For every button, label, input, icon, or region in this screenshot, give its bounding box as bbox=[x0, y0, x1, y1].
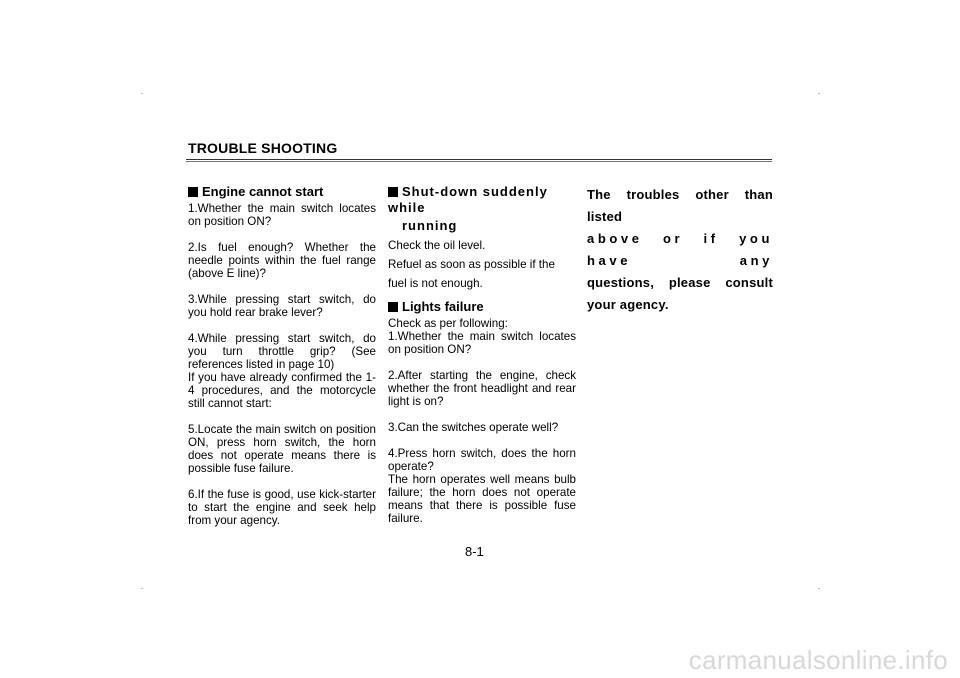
heading-text: Lights failure bbox=[402, 299, 484, 314]
paragraph: Check the oil level. bbox=[388, 239, 486, 252]
note-line: above or if you have any bbox=[587, 231, 773, 268]
paragraph: Check as per following: bbox=[388, 317, 508, 330]
section-heading bbox=[388, 299, 576, 315]
shutdown-advice bbox=[388, 236, 576, 293]
list-item: 2.After starting the engine, check whether the front headlight and rear light is on? bbox=[388, 369, 576, 408]
square-bullet-icon bbox=[188, 187, 198, 197]
crop-mark-bottom-right bbox=[818, 588, 820, 589]
square-bullet-icon bbox=[388, 187, 398, 197]
list-item: The horn operates well means bulb failure; the horn does not operate means that there is possible fuse failure. bbox=[388, 473, 576, 525]
list-item: 3.While pressing start switch, do you hold rear brake lever? bbox=[188, 293, 376, 319]
list-item: 5.Locate the main switch on position ON, press horn switch, the horn does not operate means there is possible fuse failure. bbox=[188, 423, 376, 475]
consult-note bbox=[587, 184, 773, 316]
heading-text: Shut-down suddenly while bbox=[388, 184, 548, 215]
crop-mark-top-right bbox=[818, 93, 820, 94]
list-item: 6.If the fuse is good, use kick-starter to start the engine and seek help from your agency. bbox=[188, 488, 376, 527]
crop-mark-bottom-left bbox=[141, 588, 143, 589]
column-engine-cannot-start bbox=[188, 184, 376, 540]
section-heading bbox=[388, 184, 576, 234]
page-number: 8-1 bbox=[465, 544, 484, 559]
heading-text: Engine cannot start bbox=[202, 184, 324, 199]
note-line: The troubles other than listed bbox=[587, 187, 773, 224]
list-item: 3.Can the switches operate well? bbox=[388, 421, 559, 434]
list-item: 1.Whether the main switch locates on position ON? bbox=[388, 330, 576, 356]
square-bullet-icon bbox=[388, 302, 398, 312]
page-title: TROUBLE SHOOTING bbox=[188, 140, 338, 156]
list-item: 2.Is fuel enough? Whether the needle points within the fuel range (above E line)? bbox=[188, 241, 376, 280]
list-item: If you have already confirmed the 1-4 procedures, and the motorcycle still cannot start: bbox=[188, 371, 376, 410]
column-consult-agency bbox=[587, 184, 773, 316]
crop-mark-top-left bbox=[141, 93, 143, 94]
column-shutdown-and-lights bbox=[388, 184, 576, 538]
heading-text-continued: running bbox=[402, 218, 458, 233]
list-item: 4.While pressing start switch, do you turn throttle grip? (See references listed in page 10) bbox=[188, 332, 376, 371]
title-rule bbox=[186, 159, 772, 162]
note-line: questions, please consult your agency. bbox=[587, 275, 773, 312]
paragraph: Refuel as soon as possible if the fuel is not enough. bbox=[388, 258, 555, 290]
watermark: carmanualsonline.info bbox=[688, 645, 948, 675]
list-item: 4.Press horn switch, does the horn operate? bbox=[388, 447, 576, 473]
section-heading bbox=[188, 184, 376, 200]
list-item: 1.Whether the main switch locates on position ON? bbox=[188, 202, 376, 228]
